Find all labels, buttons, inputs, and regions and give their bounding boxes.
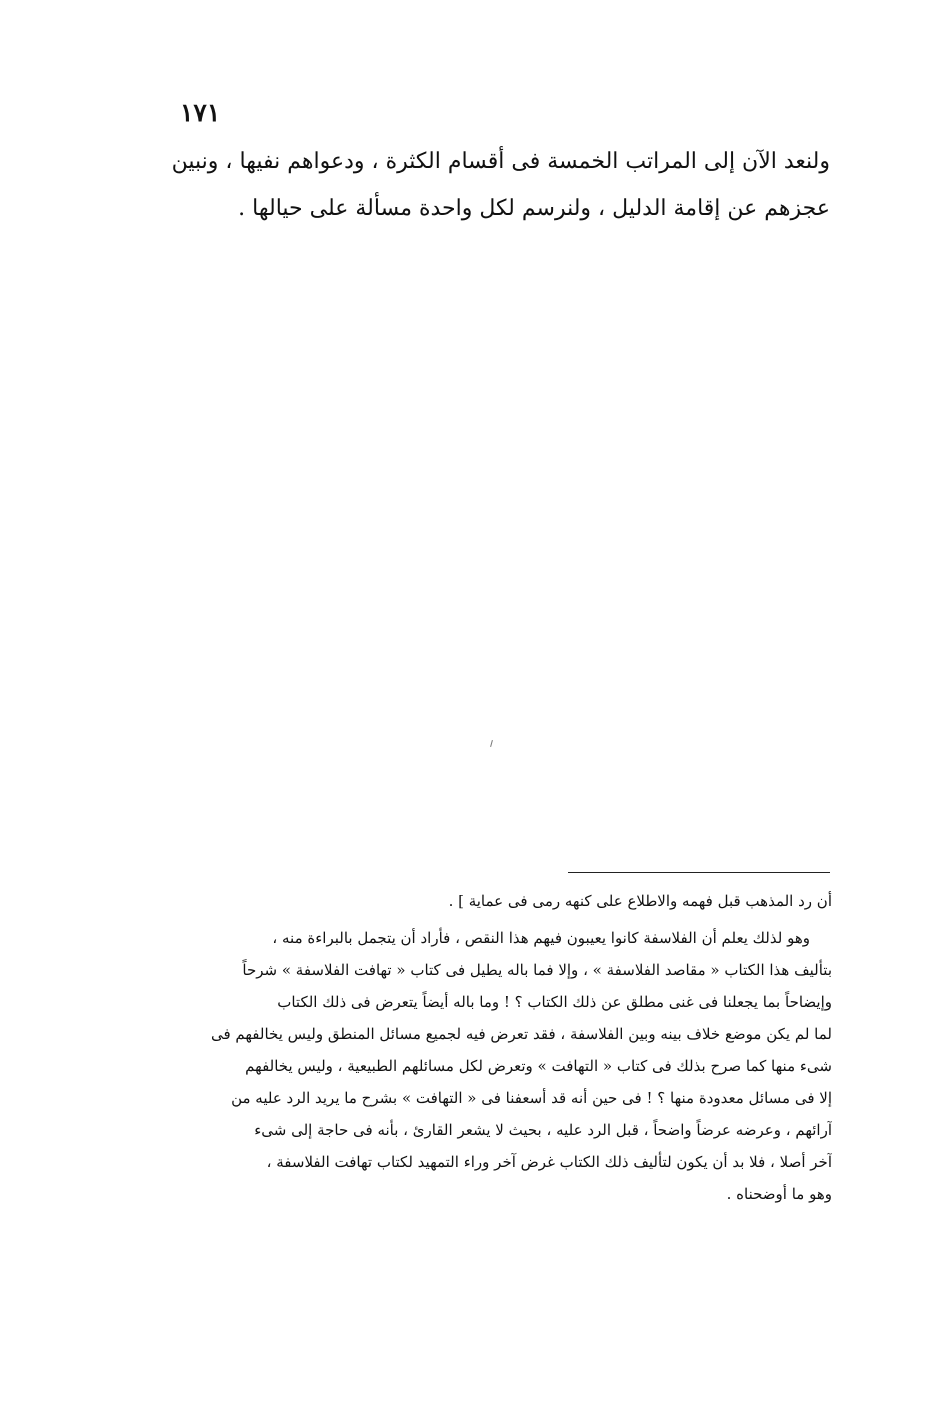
footnote-line: وهو لذلك يعلم أن الفلاسفة كانوا يعيبون فيهم هذا النقص ، فأراد أن يتجمل بالبراءة منه ،	[272, 929, 810, 947]
stray-mark	[490, 740, 493, 747]
footnote-divider	[568, 872, 830, 873]
footnote-line: وهو ما أوضحناه .	[726, 1185, 832, 1203]
page-number: ١٧١	[180, 98, 221, 127]
footnote-body	[172, 922, 832, 1210]
footnote-line: إلا فى مسائل معدودة منها ؟ ! فى حين أنه قد أسعفنا فى « التهافت » بشرح ما يريد الرد عليه من	[231, 1089, 832, 1107]
footnote-line: آرائهم ، وعرضه عرضاً واضحاً ، قبل الرد عليه ، بحيث لا يشعر القارئ ، بأنه فى حاجة إلى شىء	[254, 1121, 832, 1139]
main-text-line: ولنعد الآن إلى المراتب الخمسة فى أقسام الكثرة ، ودعواهم نفيها ، ونبين	[171, 149, 830, 174]
main-text-line: عجزهم عن إقامة الدليل ، ولنرسم لكل واحدة مسألة على حيالها .	[238, 196, 830, 221]
main-text	[170, 138, 830, 232]
footnote-line: لما لم يكن موضع خلاف بينه وبين الفلاسفة ، فقد تعرض فيه لجميع مسائل المنطق وليس يخالفهم فى	[210, 1025, 832, 1043]
footnotes	[172, 884, 832, 1210]
footnote-continuation: أن رد المذهب قبل فهمه والاطلاع على كنهه رمى فى عماية ] .	[448, 892, 832, 910]
footnote-line: شىء منها كما صرح بذلك فى كتاب « التهافت » وتعرض لكل مسائلهم الطبيعية ، وليس يخالفهم	[245, 1057, 832, 1075]
footnote-line: آخر أصلا ، فلا بد أن يكون لتأليف ذلك الكتاب غرض آخر وراء التمهيد لكتاب تهافت الفلاسفة ،	[266, 1153, 832, 1171]
footnote-line: وإيضاحاً بما يجعلنا فى غنى مطلق عن ذلك الكتاب ؟ ! وما باله أيضاً يتعرض فى ذلك الكتاب	[277, 993, 832, 1011]
footnote-line: بتأليف هذا الكتاب « مقاصد الفلاسفة » ، وإلا فما باله يطيل فى كتاب « تهافت الفلاسفة » شرحاً	[242, 961, 832, 979]
